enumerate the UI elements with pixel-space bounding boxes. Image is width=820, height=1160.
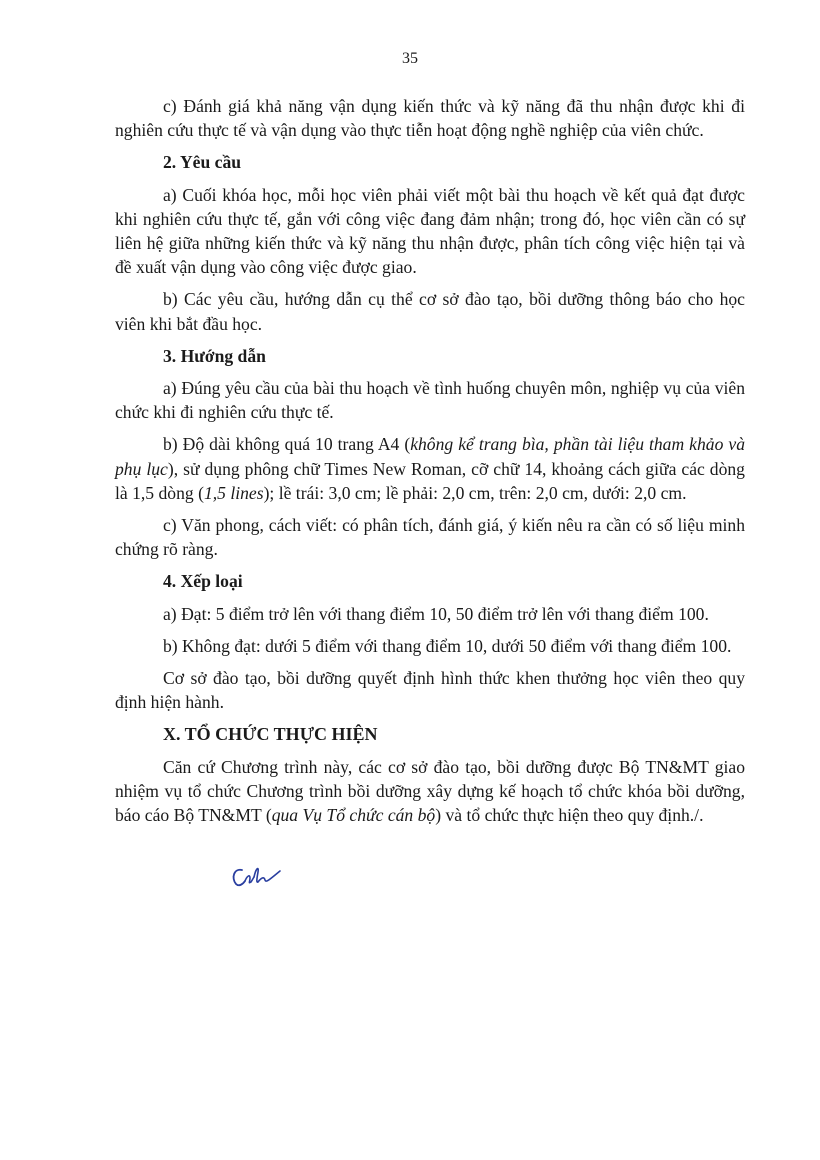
implementation-text-1: Căn cứ Chương trình này, các cơ sở đào tạo, bồi dưỡng được Bộ TN&MT giao nhiệm vụ tổ chức Chương trình bồi dưỡng xây dựng kế hoạch tổ chức khóa bồi dưỡng, báo cáo Bộ TN&MT ( — [115, 756, 745, 826]
paragraph-implementation — [115, 755, 745, 828]
guidance-b-text-2: ), sử dụng phông chữ Times New Roman, cỡ chữ 14, khoảng cách giữa các dòng là 1,5 dòng ( — [115, 458, 745, 503]
paragraph-ranking-b: b) Không đạt: dưới 5 điểm với thang điểm 10, dưới 50 điểm với thang điểm 100. — [163, 635, 732, 656]
handwritten-initials-icon — [228, 862, 288, 892]
paragraph-ranking-note: Cơ sở đào tạo, bồi dưỡng quyết định hình thức khen thưởng học viên theo quy định hiện hành. — [115, 668, 745, 713]
heading-ranking: 4. Xếp loại — [163, 571, 243, 592]
paragraph-requirements-a: a) Cuối khóa học, mỗi học viên phải viết một bài thu hoạch về kết quả đạt được khi nghiên cứu thực tế, gắn với công việc đang đảm nhận; trong đó, học viên cần có sự liên hệ giữa những kiến thức và kỹ năng thu nhận được, phân tích công việc hiện tại và đề xuất vận dụng vào công việc được giao. — [115, 184, 745, 278]
heading-implementation: X. TỔ CHỨC THỰC HIỆN — [163, 724, 378, 745]
paragraph-ranking-a: a) Đạt: 5 điểm trở lên với thang điểm 10, 50 điểm trở lên với thang điểm 100. — [163, 603, 709, 624]
heading-guidance: 3. Hướng dẫn — [163, 345, 266, 366]
paragraph-requirements-b: b) Các yêu cầu, hướng dẫn cụ thể cơ sở đào tạo, bồi dưỡng thông báo cho học viên khi bắt đầu học. — [115, 289, 745, 334]
guidance-b-text-3: ); lề trái: 3,0 cm; lề phải: 2,0 cm, trên: 2,0 cm, dưới: 2,0 cm. — [263, 482, 687, 503]
guidance-b-italic-1: không kể trang bìa, phần tài liệu tham khảo và phụ lục — [115, 434, 745, 479]
paragraph-guidance-b — [115, 432, 745, 505]
page-number: 35 — [402, 50, 418, 67]
paragraph-guidance-a: a) Đúng yêu cầu của bài thu hoạch về tình huống chuyên môn, nghiệp vụ của viên chức khi đi nghiên cứu thực tế. — [115, 378, 745, 423]
paragraph-c-evaluation: c) Đánh giá khả năng vận dụng kiến thức và kỹ năng đã thu nhận được khi đi nghiên cứu thực tế và vận dụng vào thực tiễn hoạt động nghề nghiệp của viên chức. — [115, 96, 745, 141]
paragraph-guidance-c: c) Văn phong, cách viết: có phân tích, đánh giá, ý kiến nêu ra cần có số liệu minh chứng rõ ràng. — [115, 515, 745, 560]
implementation-italic: qua Vụ Tổ chức cán bộ — [271, 805, 436, 826]
page-content — [115, 94, 745, 835]
heading-requirements: 2. Yêu cầu — [163, 152, 242, 173]
implementation-text-2: ) và tổ chức thực hiện theo quy định./. — [435, 805, 704, 826]
guidance-b-text-1: b) Độ dài không quá 10 trang A4 ( — [163, 434, 411, 455]
guidance-b-italic-2: 1,5 lines — [203, 482, 264, 503]
